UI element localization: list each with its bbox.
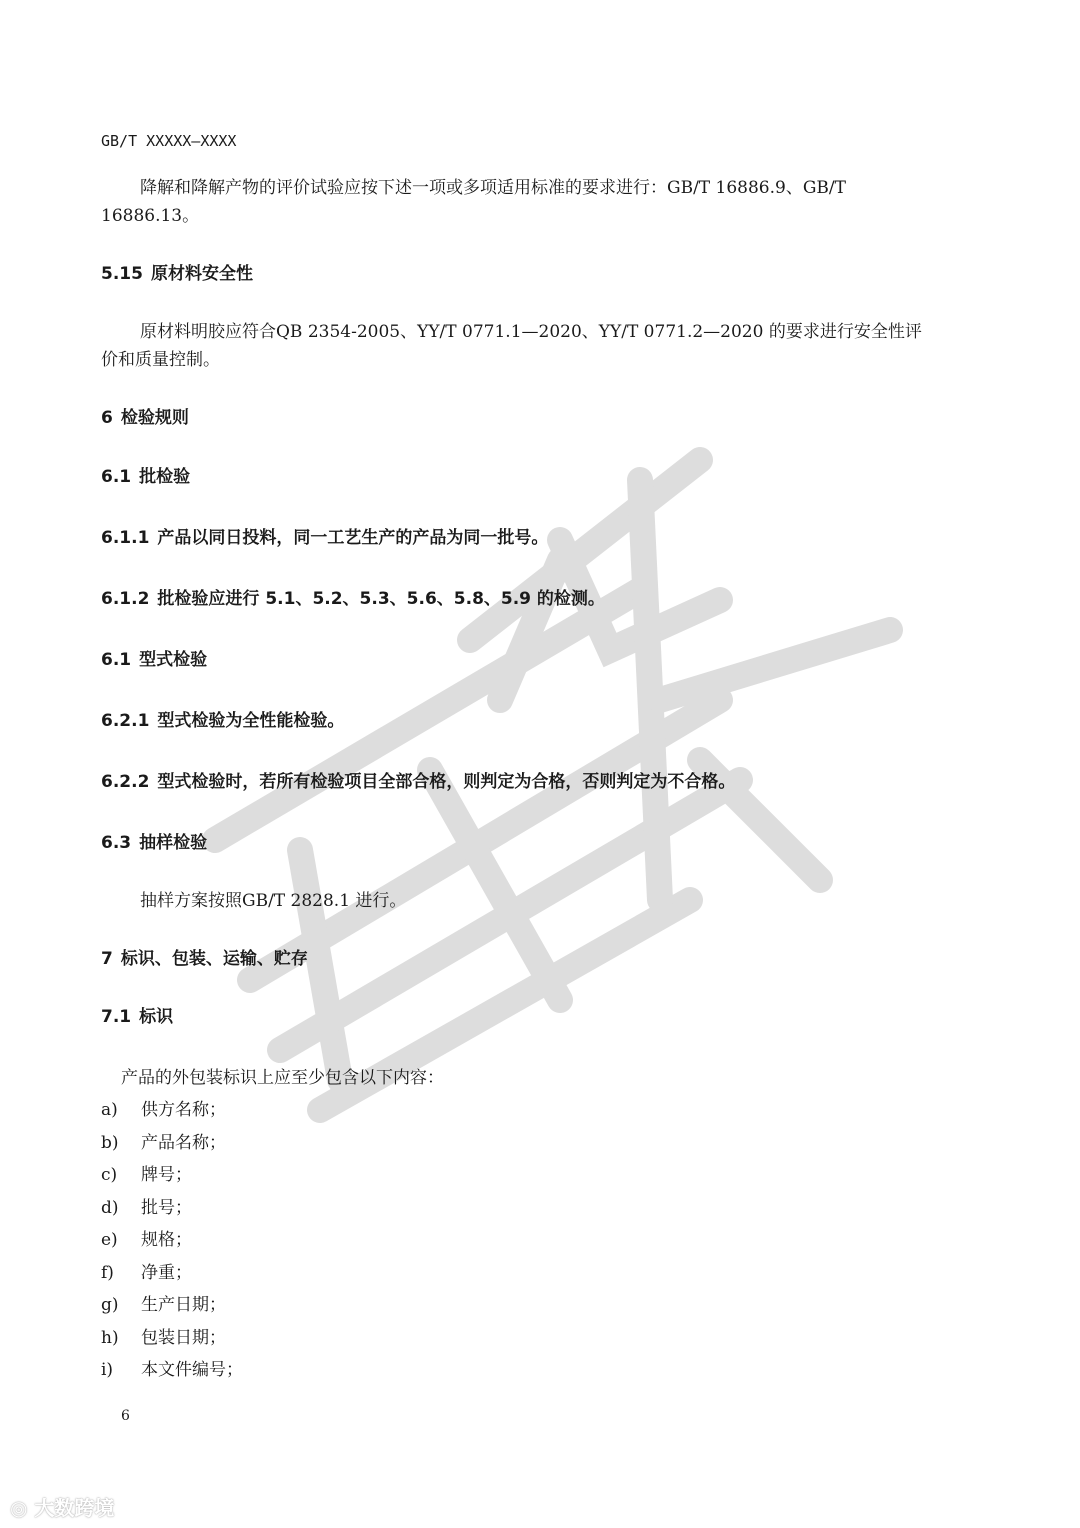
list-text: 牌号； (141, 1165, 192, 1185)
list-item (101, 1102, 226, 1119)
list-item (101, 1265, 192, 1282)
section-number: 6.1 (101, 650, 132, 670)
paragraph-degradation-line1: 降解和降解产物的评价试验应按下述一项或多项适用标准的要求进行：GB/T 16886.9、GB/T (140, 178, 846, 198)
list-item (101, 1200, 192, 1217)
list-label: e) (101, 1230, 118, 1250)
paragraph-raw-material-line1: 原材料明胶应符合QB 2354-2005、YY/T 0771.1—2020、YY/T 0771.2—2020 的要求进行安全性评 (140, 322, 922, 342)
logo-icon: ◎ (10, 1496, 28, 1520)
section-number: 6.1.2 (101, 589, 150, 609)
section-title: 标识 (139, 1007, 174, 1027)
section-number: 5.15 (101, 264, 143, 284)
list-text: 本文件编号； (141, 1360, 243, 1380)
section-title: 原材料安全性 (150, 264, 253, 284)
list-label: a) (101, 1100, 118, 1120)
section-number: 7 (101, 949, 113, 969)
list-item (101, 1362, 243, 1379)
list-text: 生产日期； (141, 1295, 226, 1315)
section-6-2-1-heading (101, 713, 344, 730)
list-item (101, 1297, 226, 1314)
section-number: 6 (101, 408, 113, 428)
list-text: 规格； (141, 1230, 192, 1250)
list-text: 批号； (141, 1198, 192, 1218)
section-number: 6.1.1 (101, 528, 150, 548)
section-6-heading (101, 410, 189, 427)
section-title: 型式检验为全性能检验。 (157, 711, 345, 731)
section-title: 抽样检验 (139, 833, 208, 853)
section-number: 6.2.2 (101, 772, 150, 792)
section-title: 型式检验时，若所有检验项目全部合格，则判定为合格，否则判定为不合格。 (157, 772, 736, 792)
section-title: 批检验 (139, 467, 191, 487)
section-number: 6.1 (101, 467, 132, 487)
section-6-2-heading (101, 652, 207, 669)
list-text: 包装日期； (141, 1328, 226, 1348)
section-title: 产品以同日投料，同一工艺生产的产品为同一批号。 (157, 528, 549, 548)
logo-text: 大数跨境 (34, 1496, 115, 1520)
section-number: 7.1 (101, 1007, 132, 1027)
section-7-1-heading (101, 1009, 173, 1026)
source-logo (10, 1492, 114, 1521)
paragraph-degradation-line2: 16886.13。 (101, 206, 200, 226)
list-label: d) (101, 1198, 119, 1218)
paragraph-raw-material-line2: 价和质量控制。 (101, 350, 220, 370)
section-6-3-heading (101, 835, 207, 852)
list-label: h) (101, 1328, 119, 1348)
list-label: g) (101, 1295, 119, 1315)
list-item (101, 1330, 226, 1347)
paragraph-sampling: 抽样方案按照GB/T 2828.1 进行。 (140, 891, 407, 911)
list-text: 产品名称； (141, 1133, 226, 1153)
section-title: 检验规则 (120, 408, 189, 428)
section-number: 6.2.1 (101, 711, 150, 731)
list-text: 供方名称； (141, 1100, 226, 1120)
list-item (101, 1135, 226, 1152)
list-item (101, 1167, 192, 1184)
section-5-15-heading (101, 266, 253, 283)
section-title: 型式检验 (139, 650, 208, 670)
section-7-heading (101, 951, 308, 968)
standard-code: GB/T XXXXX—XXXX (101, 132, 237, 150)
section-6-2-2-heading (101, 774, 735, 791)
list-item (101, 1232, 192, 1249)
section-6-1-2-heading (101, 591, 605, 608)
section-title: 批检验应进行 5.1、5.2、5.3、5.6、5.8、5.9 的检测。 (157, 589, 605, 609)
list-text: 净重； (141, 1263, 192, 1283)
section-title: 标识、包装、运输、贮存 (120, 949, 308, 969)
list-label: b) (101, 1133, 119, 1153)
list-label: c) (101, 1165, 118, 1185)
section-6-1-heading (101, 469, 190, 486)
list-label: f) (101, 1263, 114, 1283)
page-number: 6 (121, 1408, 130, 1424)
section-6-1-1-heading (101, 530, 548, 547)
paragraph-label-contents: 产品的外包装标识上应至少包含以下内容： (121, 1068, 444, 1088)
list-label: i) (101, 1360, 114, 1380)
section-number: 6.3 (101, 833, 132, 853)
